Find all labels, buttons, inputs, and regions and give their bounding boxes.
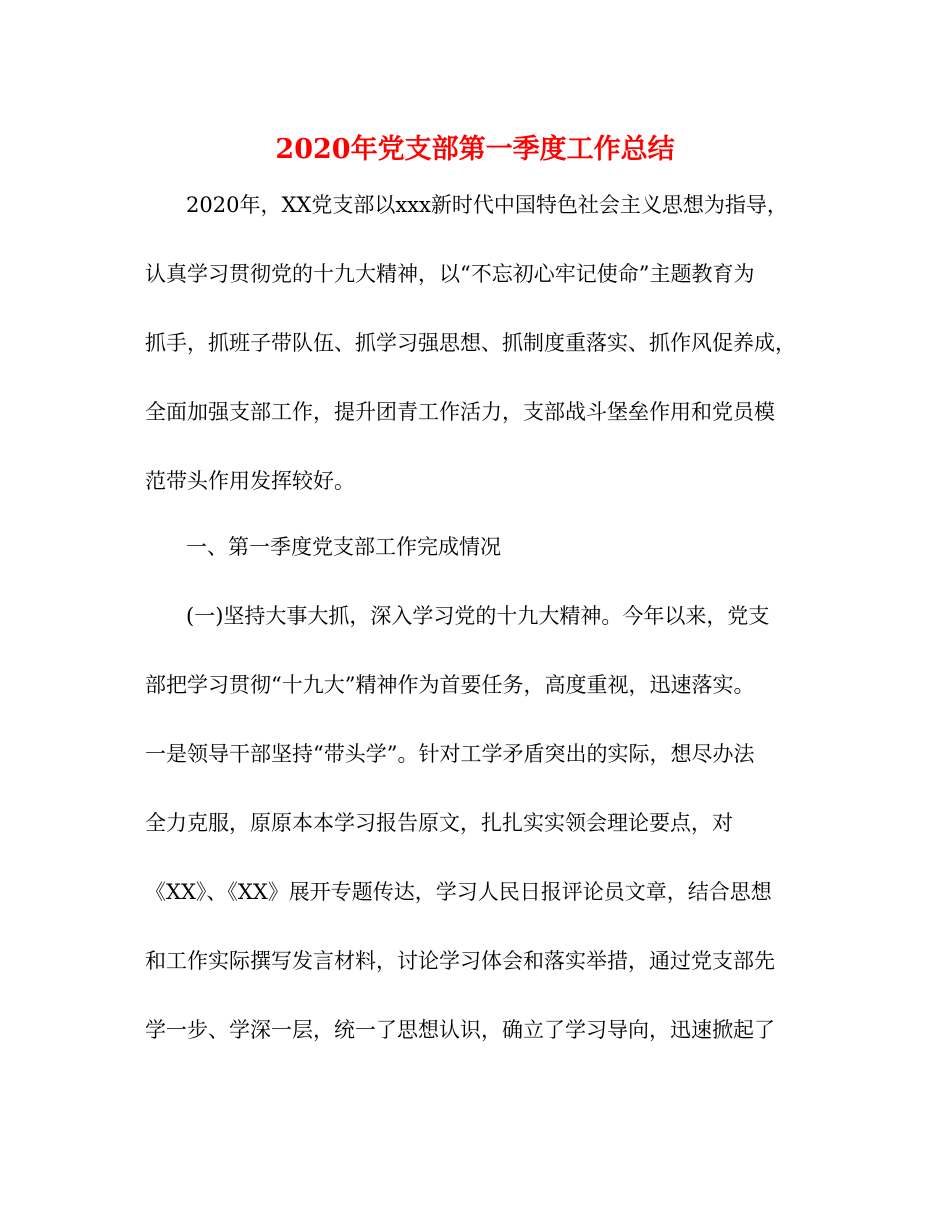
paragraph-line: 和工作实际撰写发言材料，讨论学习体会和落实举措，通过党支部先	[145, 949, 775, 973]
paragraph-line: 全力克服，原原本本学习报告原文，扎扎实实领会理论要点，对	[145, 811, 733, 835]
paragraph-line: 范带头作用发挥较好。	[145, 469, 355, 493]
section-heading: 一、第一季度党支部工作完成情况	[186, 535, 501, 559]
paragraph-line: 认真学习贯彻党的十九大精神，以“不忘初心牢记使命”主题教育为	[145, 262, 755, 286]
paragraph-line: (一)坚持大事大抓，深入学习党的十九大精神。今年以来，党支	[186, 604, 770, 628]
paragraph-line: 一是领导干部坚持“带头学”。针对工学矛盾突出的实际，想尽办法	[145, 742, 755, 766]
paragraph-line: 《XX》、《XX》展开专题传达，学习人民日报评论员文章，结合思想	[145, 880, 772, 904]
document-title: 2020年党支部第一季度工作总结	[275, 134, 675, 165]
paragraph-line: 抓手，抓班子带队伍、抓学习强思想、抓制度重落实、抓作风促养成，	[145, 331, 796, 355]
paragraph-line: 学一步、学深一层，统一了思想认识，确立了学习导向，迅速掀起了	[145, 1018, 775, 1042]
paragraph-line: 全面加强支部工作，提升团青工作活力，支部战斗堡垒作用和党员模	[145, 400, 775, 424]
paragraph-line: 2020年，XX党支部以xxx新时代中国特色社会主义思想为指导，	[186, 193, 788, 217]
paragraph-line: 部把学习贯彻“十九大”精神作为首要任务，高度重视，迅速落实。	[145, 673, 755, 697]
